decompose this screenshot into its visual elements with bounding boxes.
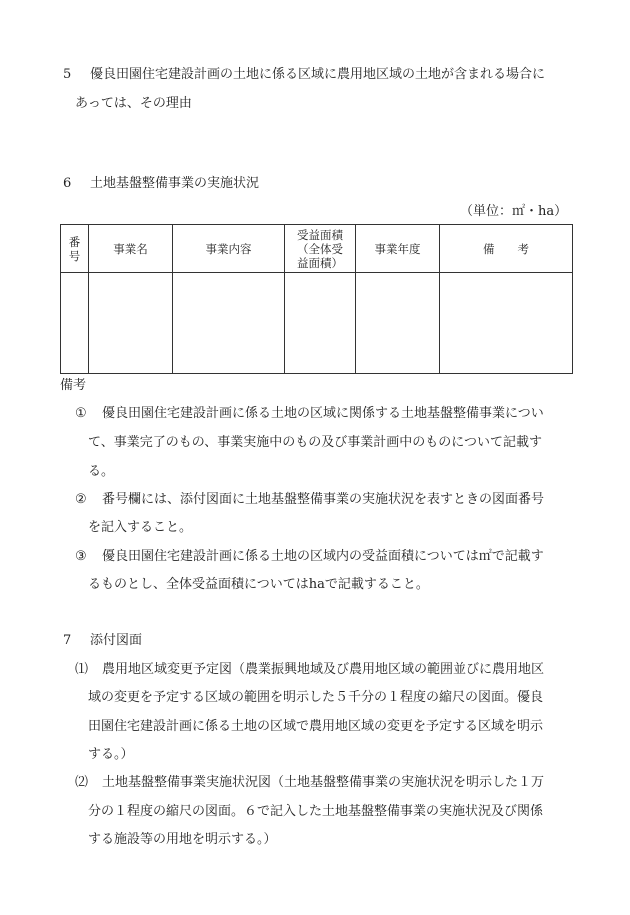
header-project-content: 事業内容 [173, 225, 285, 273]
note-3-line-1: 優良田園住宅建設計画に係る土地の区域内の受益面積については㎡で記載す [102, 549, 544, 564]
table-header-row [61, 225, 573, 273]
section-5-line-2: あっては、その理由 [75, 96, 192, 111]
attachment-2-marker: ⑵ [75, 775, 89, 790]
section-5-number: 5 [63, 67, 72, 82]
attachment-2-line-2: 分の１程度の縮尺の図面。６で記入した土地基盤整備事業の実施状況及び関係 [88, 804, 544, 819]
note-2-marker: ② [75, 492, 87, 507]
note-1-line-3: る。 [88, 464, 115, 479]
section-6-number: 6 [63, 176, 72, 191]
section-6-title: 土地基盤整備事業の実施状況 [90, 176, 260, 191]
header-number: 番 号 [61, 225, 89, 273]
table-row [61, 273, 573, 374]
attachment-1-line-3: 田園住宅建設計画に係る土地の区域で農用地区域の変更を予定する区域を明示 [88, 719, 544, 734]
attachment-2-line-1: 土地基盤整備事業実施状況図（土地基盤整備事業の実施状況を明示した１万 [102, 775, 545, 790]
attachment-1-marker: ⑴ [75, 662, 89, 677]
table-cell[interactable] [356, 273, 440, 374]
note-3-marker: ③ [75, 549, 87, 564]
section-5-line-1: 優良田園住宅建設計画の土地に係る区域に農用地区域の土地が含まれる場合に [90, 67, 546, 82]
section-7-number: 7 [63, 633, 72, 648]
header-project-name: 事業名 [89, 225, 173, 273]
note-1-marker: ① [75, 406, 87, 421]
notes-heading: 備考 [60, 378, 87, 393]
header-project-year: 事業年度 [356, 225, 440, 273]
table-cell[interactable] [89, 273, 173, 374]
section-7-title: 添付図面 [90, 633, 143, 648]
unit-label: （単位：㎡・ha） [460, 204, 568, 219]
table-cell[interactable] [173, 273, 285, 374]
note-1-line-2: て、事業完了のもの、事業実施中のもの及び事業計画中のものについて記載す [88, 435, 542, 450]
table-cell[interactable] [285, 273, 356, 374]
note-3-line-2: るものとし、全体受益面積についてはhaで記載すること。 [88, 577, 429, 592]
header-remarks: 備 考 [440, 225, 573, 273]
note-2-line-1: 番号欄には、添付図面に土地基盤整備事業の実施状況を表すときの図面番号 [102, 492, 545, 507]
header-benefit-area: 受益面積 （全体受 益面積） [285, 225, 356, 273]
note-1-line-1: 優良田園住宅建設計画に係る土地の区域に関係する土地基盤整備事業につい [102, 406, 544, 421]
attachment-1-line-4: する。） [88, 747, 134, 762]
attachment-2-line-3: する施設等の用地を明示する。） [88, 832, 277, 847]
table-cell[interactable] [61, 273, 89, 374]
table-cell[interactable] [440, 273, 573, 374]
land-improvement-table [60, 224, 573, 374]
attachment-1-line-1: 農用地区域変更予定図（農業振興地域及び農用地区域の範囲並びに農用地区 [102, 662, 545, 677]
note-2-line-2: を記入すること。 [88, 520, 193, 535]
attachment-1-line-2: 域の変更を予定する区域の範囲を明示した５千分の１程度の縮尺の図面。優良 [88, 690, 544, 705]
